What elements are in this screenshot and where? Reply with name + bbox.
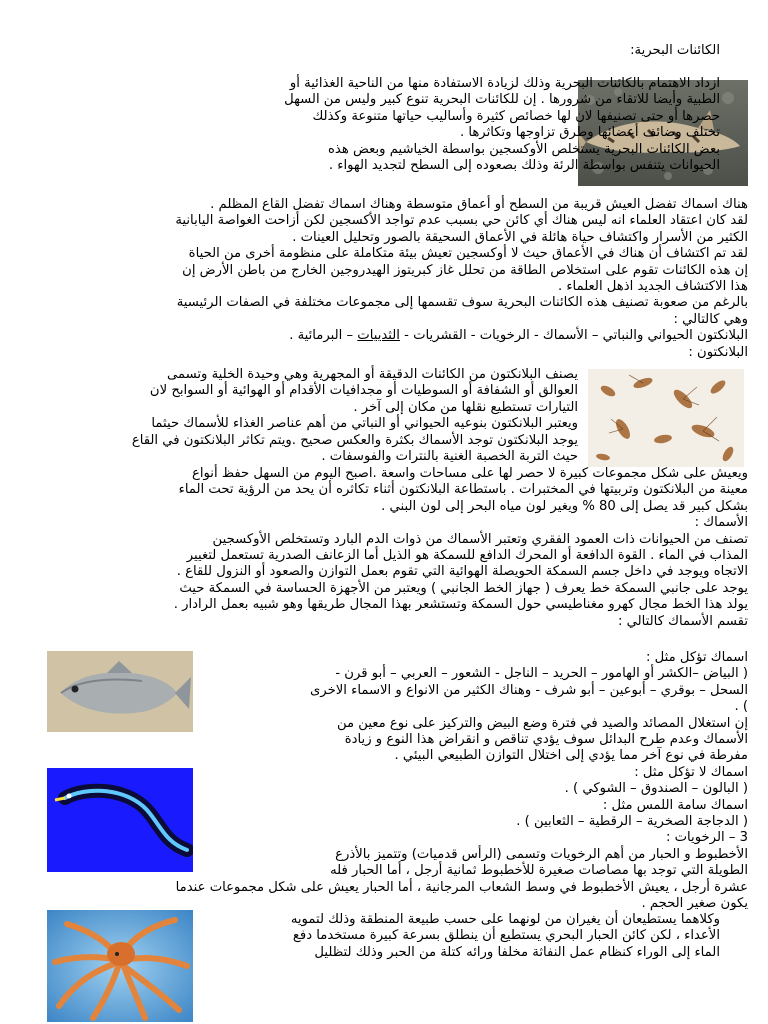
text-line: ( البالون – الصندوق – الشوكي ) . <box>564 781 748 797</box>
plankton-photo <box>588 369 744 467</box>
text-line: إن هذه الكائنات تقوم على استخلاص الطاقة من تحلل غاز كبريتوز الهيدروجين الخارج من باطن الأرض إن <box>182 262 748 278</box>
text-line: ازداد الاهتمام بالكائنات البحرية وذلك لزيادة الاستفادة منها من الناحية الغذائية أو <box>289 76 720 91</box>
text-line: يكون صغير الحجم . <box>641 896 748 912</box>
text-line: تصنف من الحيوانات ذات العمود الفقري وتعتبر الأسماك من ذوات الدم البارد وتستخلص الأوكسجين <box>212 531 748 547</box>
text-line: عشرة أرجل ، يعيش الأخطبوط في وسط الشعاب المرجانية ، أما الحبار يعيش على شكل مجموعات عندما <box>175 880 748 895</box>
text-line: الكثير من الأسرار واكتشاف حياة هائلة في الأعماق السحيقة بالصور وتحليل العينات . <box>292 229 748 245</box>
text-line: اسماك تؤكل مثل : <box>645 650 748 665</box>
mollusc-wide-paragraph <box>176 880 748 913</box>
text-line: الطبية وأيضا للاتقاء من شرورها . إن للكائنات البحرية تنوع كبير وليس من السهل <box>284 92 720 108</box>
text-line: يصنف البلانكتون من الكائنات الدقيقة أو المجهرية وهي وحيدة الخلية وتسمى <box>166 367 578 382</box>
text-line: اسماك لا تؤكل مثل : <box>634 764 748 780</box>
text-line: تقسم الأسماك كالتالي : <box>618 613 748 629</box>
octopus-photo <box>47 910 193 1022</box>
text-line: وهي كالتالي : <box>673 311 748 327</box>
text-line: الماء إلى الوراء كنظام عمل النفاثة مخلفا ورائه كتلة من الحبر وذلك لتظليل <box>314 944 720 960</box>
plankton-heading: البلانكتون : <box>688 344 748 360</box>
text-line: هذا الاكتشاف الجديد اذهل العلماء . <box>557 279 748 295</box>
page-title: الكائنات البحرية: <box>630 43 720 58</box>
text-line: بشكل كبير قد يصل إلى 80 % ويغير لون مياه البحر إلى لون البني . <box>381 498 748 514</box>
mollusc-paragraph <box>291 912 720 961</box>
text-line: ( الدجاجة الصخرية – الرقطية – الثعابين ) . <box>516 814 748 830</box>
text-line: يوجد البلانكتون توجد الأسماك بكثرة والعكس صحيح .ويتم تكاثر البلانكتون في القاع <box>131 432 578 448</box>
text-line: ) . <box>734 699 748 715</box>
text-line: لقد كان اعتقاد العلماء انه ليس هناك أي كائن حي بسبب عدم تواجد الأكسجين لكن أزاحت الغواصة اليابانية <box>175 213 748 229</box>
text-line: مفرطة في نوع آخر مما يؤدي إلى اختلال التوازن الطبيعي البيئي . <box>394 748 748 764</box>
text-line: السحل – بوقري – أبوعين – أبو شرف - وهناك الكثير من الانواع و الاسماء الاخرى <box>309 682 748 698</box>
fish-heading: الأسماك : <box>694 515 748 531</box>
text-line: وكلاهما يستطيعان أن يغيران من لونهما على حسب طبيعة المنطقة وذلك لتمويه <box>290 912 720 927</box>
text-line: بالرغم من صعوبة تصنيف هذه الكائنات البحرية سوف تقسمها إلى مجموعات مختلفة في الصفات الرئيسية <box>176 295 748 311</box>
text-line: التيارات تستطيع نقلها من مكان إلى آخر . <box>353 399 578 415</box>
fish-photo <box>47 651 193 732</box>
text-line: الأسماك وعدم طرح البدائل سوف يؤدي تناقص و انقراض هذا النوع و زيادة <box>344 732 748 748</box>
text-line: تختلف وضائف أعضائها وطرق تزاوجها وتكاثرها . <box>459 125 720 141</box>
fish-intro-paragraph <box>174 466 748 630</box>
text-line: الأخطبوط و الحبار من أهم الرخويات وتسمى (الرأس قدميات) وتتميز بالأذرع <box>335 846 748 862</box>
depth-paragraph <box>175 197 748 361</box>
text-line: الأعداء ، لكن كائن الحبار البحري يستطيع أن ينطلق بسرعة كبيرة مستخدما دفع <box>292 928 720 944</box>
text-line: ( البياض –الكشر أو الهامور – الحريد – الناجل - الشعور – العربي – أبو قرن - <box>335 666 748 682</box>
text-line: الحيوانات يتنفس بواسطة الرئة وذلك بصعوده إلى السطح لتجديد الهواء . <box>328 158 720 174</box>
text-line: بعض الكائنات البحرية يستخلص الأوكسجين بواسطة الخياشيم وبعض هذه <box>328 141 720 157</box>
text-line: العوالق أو الشفافة أو السوطيات أو مجدافيات الأقدام أو الهوائية أو السوابح لان <box>149 383 578 399</box>
text-line: المذاب في الماء . القوة الدافعة أو المحرك الدافع للسمكة هو الذيل أما الزعانف الصدرية تستعمل لتغيير <box>186 548 748 564</box>
text-line: ويعتبر البلانكتون بنوعيه الحيواني أو النباتي من أهم عناصر الغذاء للأسماك حيثما <box>151 416 578 432</box>
text-line: يوجد على جانبي السمكة خط يعرف ( جهاز الخط الجانبي ) ويعتبر من الأجهزة الحساسة في السمكة حيث <box>179 580 748 596</box>
text-line: يولد هذا الخط مجال كهرو مغناطيسي حول السمكة وتستشعر بهذا المجال طريقها وهو شبيه بعمل الرادار . <box>173 597 748 613</box>
text-line: الاتجاه ويوجد في داخل جسم السمكة الحويصلة الهوائية التي تقوم بعمل التوازن والصعود أو النزول للقاع . <box>176 564 748 580</box>
plankton-paragraph <box>132 367 578 465</box>
underlined-word: الثدييات <box>357 328 400 344</box>
text-line: معينة من البلانكتون وتربيتها في المختبرات . باستطاعة البلانكتون أثناء تكاثره أن يحد من الرؤية تحت الماء <box>178 482 748 498</box>
text-line: الطويلة التي توجد بها مصاصات صغيرة للأخطبوط ثمانية أرجل ، أما الحبار فله <box>330 863 748 879</box>
text-line: حيث التربة الخصبة الغنية بالنترات والفوسفات . <box>321 449 578 465</box>
text-line: ويعيش على شكل مجموعات كبيرة لا حصر لها على مساحات واسعة .اصبح اليوم من السهل حفظ أنواع <box>191 466 748 481</box>
text-line: اسماك سامة اللمس مثل : <box>602 797 748 813</box>
eel-photo <box>47 768 193 872</box>
text-line: حصرها أو حتى تصنيفها لان لها خصائص كثيرة وأساليب حياتها متنوعة وكذلك <box>312 108 720 124</box>
fish-types-paragraph <box>310 650 748 880</box>
text-line: هناك اسماك تفضل العيش قريبة من السطح أو أعماق متوسطة وهناك اسماك تفضل القاع المظلم . <box>210 197 748 212</box>
groups-list: البلانكتون الحيواني والنباتي – الأسماك - الرخويات - القشريات - الثدييات – البرمائية . <box>289 328 748 344</box>
molluscs-heading: 3 – الرخويات : <box>665 830 748 846</box>
text-line: إن استغلال المصائد والصيد في فترة وضع البيض والتركيز على نوع معين من <box>336 715 748 731</box>
text-line: لقد تم اكتشاف أن هناك في الأعماق حيث لا أوكسجين تعيش بيئة متكاملة على منظومة أخرى من الحياة <box>188 246 748 262</box>
intro-paragraph <box>284 76 720 174</box>
